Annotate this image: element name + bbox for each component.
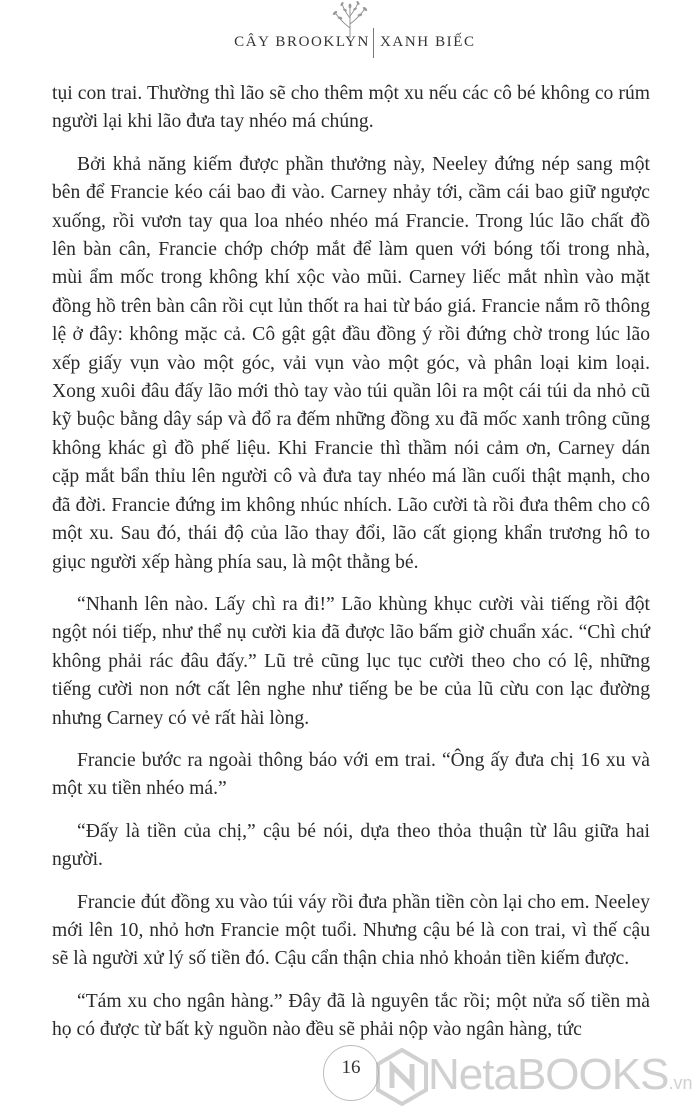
paragraph: Francie đút đồng xu vào túi váy rồi đưa phần tiền còn lại cho em. Neeley mới lên 10, nhỏ hơn Francie một tuổi. Nhưng cậu bé là con trai, vì thế cậu sẽ là người xử lý số tiền đó. Cậu cẩn thận chia nhỏ khoản tiền kiếm được. — [52, 891, 650, 970]
paragraph: “Tám xu cho ngân hàng.” Đây đã là nguyên tắc rồi; một nửa số tiền mà họ có được từ bất kỳ nguồn nào đều sẽ phải nộp vào ngân hàng, tức — [52, 990, 650, 1041]
watermark-brand: NetaBOOKS — [428, 1050, 669, 1099]
page-body — [52, 80, 650, 1059]
paragraph: Bởi khả năng kiếm được phần thưởng này, Neeley đứng nép sang một bên để Francie kéo cái bao đi vào. Carney nhảy tới, cầm cái bao giữ ngược xuống, rồi vươn tay qua loa nhéo nhéo má Francie. Trong lúc lão chất đồ lên bàn cân, Francie chớp chớp mắt để làm quen với bóng tối trong nhà, mùi ẩm mốc trong không khí xộc vào mũi. Carney liếc mắt nhìn vào mặt đồng hồ trên bàn cân rồi cụt lủn thốt ra hai từ báo giá. Francie nắm rõ thông lệ ở đây: không mặc cả. Cô gật gật đầu đồng ý rồi đứng chờ trong lúc lão xếp giấy vụn vào một góc, vải vụn vào một góc, và phân loại kim loại. Xong xuôi đâu đấy lão mới thò tay vào túi quần lôi ra một cái túi da nhỏ cũ kỹ buộc bằng dây sáp và đổ ra đếm những đồng xu đã mốc xanh trông cũng không khác gì đồ phế liệu. Khi Francie thì thầm nói cảm ơn, Carney dán cặp mắt bẩn thỉu lên người cô và đưa tay nhéo má lần cuối thật mạnh, cho đã đời. Francie đứng im không nhúc nhích. Lão cười tà rồi đưa thêm cho cô một xu. Sau đó, thái độ của lão thay đổi, lão cất giọng khẩn trương hô to giục người xếp hàng phía sau, là một thằng bé. — [52, 153, 650, 573]
netabooks-logo-icon — [372, 1046, 432, 1106]
paragraph: “Đấy là tiền của chị,” cậu bé nói, dựa theo thỏa thuận từ lâu giữa hai người. — [52, 820, 650, 871]
title-divider — [373, 28, 374, 58]
paragraph: “Nhanh lên nào. Lấy chì ra đi!” Lão khùng khục cười vài tiếng rồi đột ngột nói tiếp, như thể nụ cười kia đã được lão bấm giờ chuẩn xác. “Chì chứ không phải rác đâu đấy.” Lũ trẻ cũng lục tục cười theo cho có lệ, những tiếng cười non nớt cất lên nghe như tiếng be be của lũ cừu con lạc đường nhưng Carney có vẻ rất hài lòng. — [52, 593, 650, 729]
page-footer — [0, 1040, 700, 1119]
page-number: 16 — [341, 1057, 361, 1078]
book-title-right: XANH BIẾC — [380, 34, 476, 50]
watermark-text — [428, 1050, 692, 1100]
paragraph: Francie bước ra ngoài thông báo với em trai. “Ông ấy đưa chị 16 xu và một xu tiền nhéo má.” — [52, 749, 650, 800]
watermark-suffix: .vn — [668, 1073, 693, 1093]
book-title-left: CÂY BROOKLYN — [234, 34, 370, 50]
page-header — [0, 0, 700, 62]
paragraph: tụi con trai. Thường thì lão sẽ cho thêm một xu nếu các cô bé không co rúm người lại khi lão đưa tay nhéo má chúng. — [52, 83, 650, 133]
